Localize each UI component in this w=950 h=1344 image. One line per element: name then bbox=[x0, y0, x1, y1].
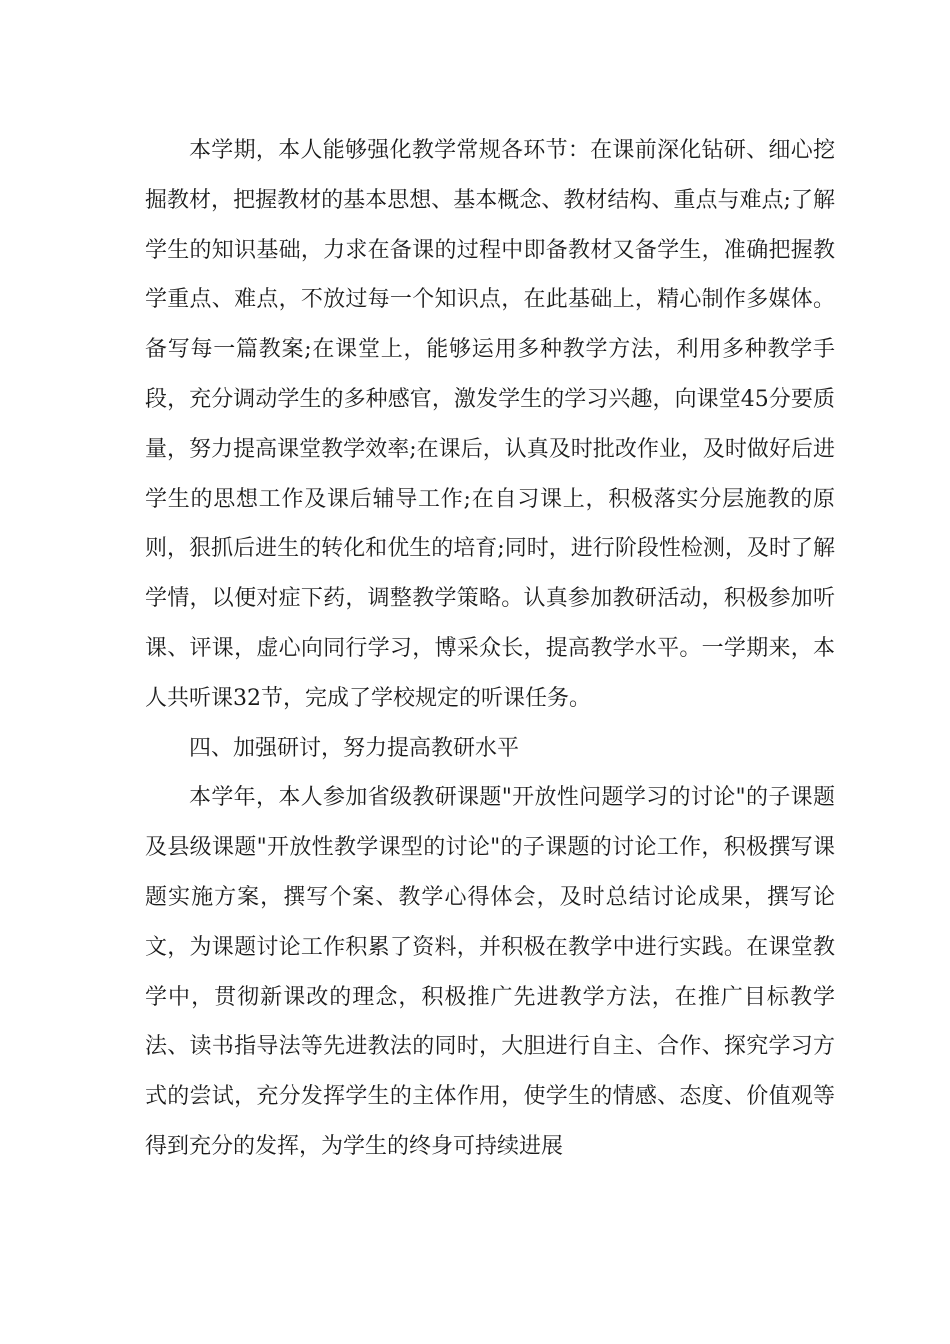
paragraph-teaching-routine: 本学期，本人能够强化教学常规各环节：在课前深化钻研、细心挖掘教材，把握教材的基本思想、基本概念、教材结构、重点与难点;了解学生的知识基础，力求在备课的过程中即备教材又备学生，准确把握教学重点、难点，不放过每一个知识点，在此基础上，精心制作多媒体。备写每一篇教案;在课堂上，能够运用多种教学方法，利用多种教学手段，充分调动学生的多种感官，激发学生的学习兴趣，向课堂45分要质量，努力提高课堂教学效率;在课后，认真及时批改作业，及时做好后进学生的思想工作及课后辅导工作;在自习课上，积极落实分层施教的原则，狠抓后进生的转化和优生的培育;同时，进行阶段性检测，及时了解学情，以便对症下药，调整教学策略。认真参加教研活动，积极参加听课、评课，虚心向同行学习，博采众长，提高教学水平。一学期来，本人共听课32节，完成了学校规定的听课任务。 bbox=[145, 138, 835, 711]
paragraph-research: 本学年，本人参加省级教研课题"开放性问题学习的讨论"的子课题及县级课题"开放性教学课型的讨论"的子课题的讨论工作，积极撰写课题实施方案，撰写个案、教学心得体会，及时总结讨论成果，撰写论文，为课题讨论工作积累了资料，并积极在教学中进行实践。在课堂教学中，贯彻新课改的理念，积极推广先进教学方法，在推广目标教学法、读书指导法等先进教法的同时，大胆进行自主、合作、探究学习方式的尝试，充分发挥学生的主体作用，使学生的情感、态度、价值观等得到充分的发挥，为学生的终身可持续进展 bbox=[145, 785, 835, 1159]
section-heading-research: 四、加强研讨，努力提高教研水平 bbox=[189, 735, 520, 761]
document-body bbox=[145, 126, 835, 1172]
